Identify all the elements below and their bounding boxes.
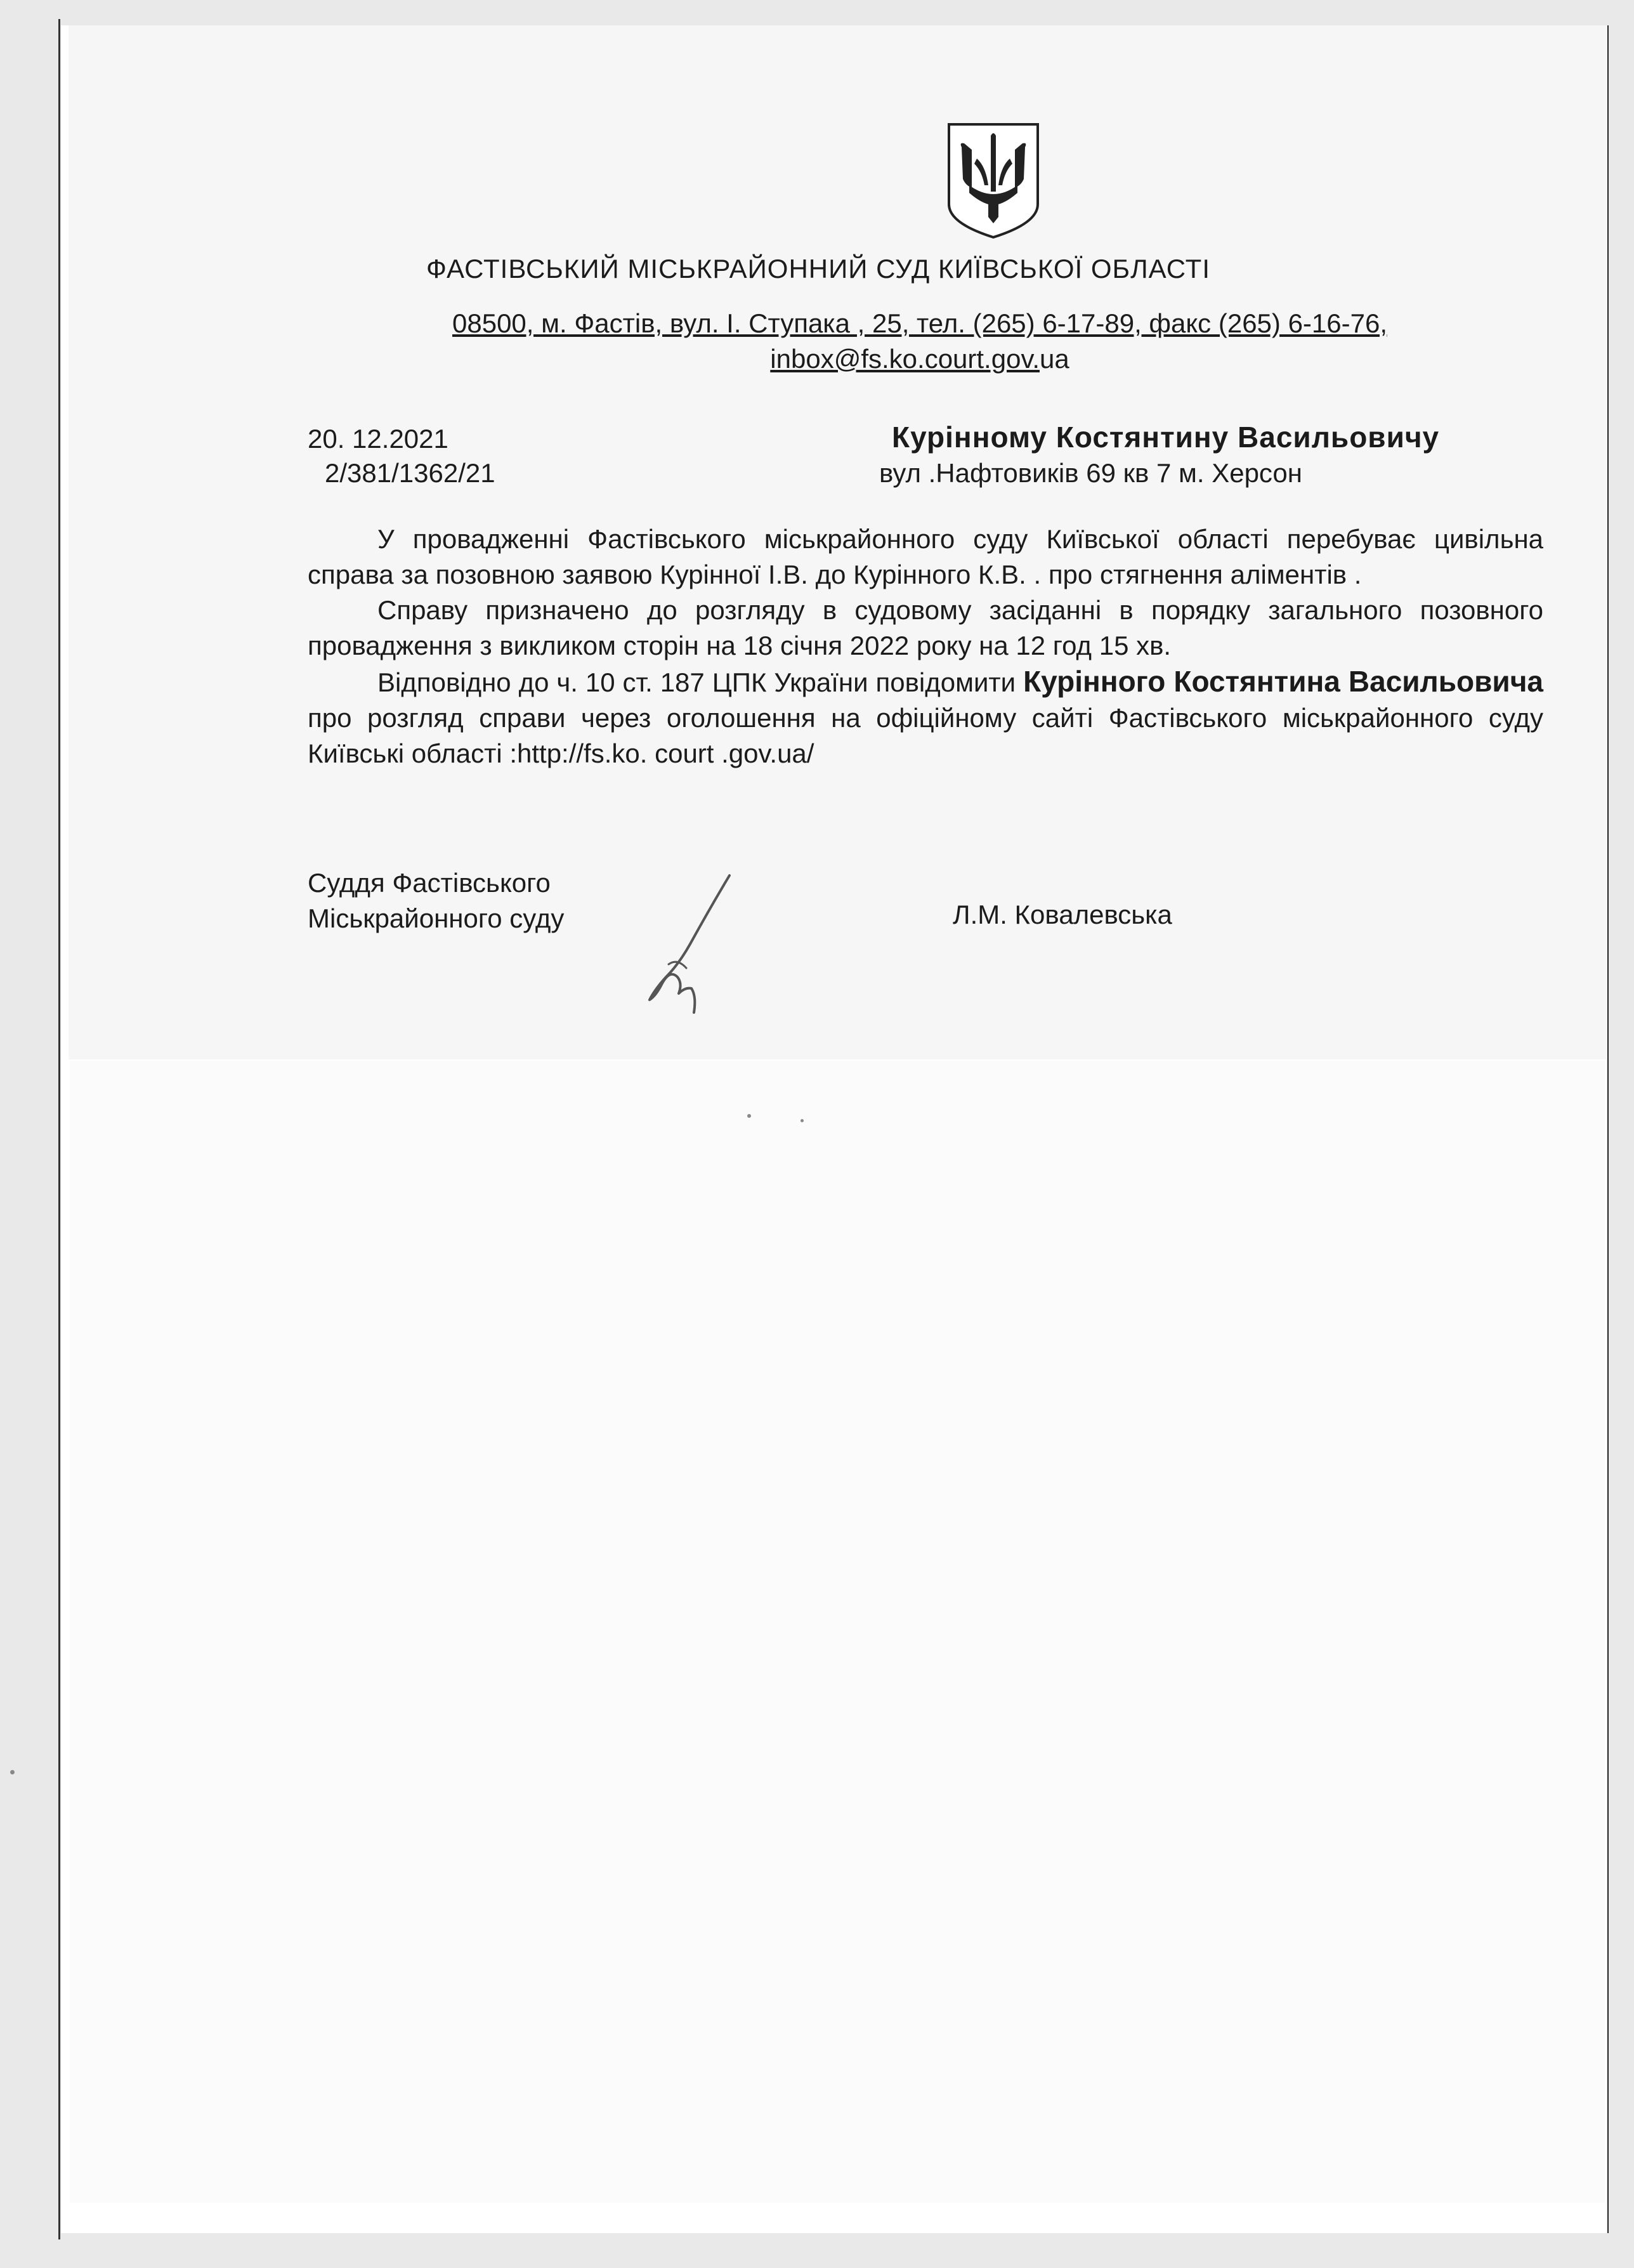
judge-name: Л.М. Ковалевська <box>953 900 1172 929</box>
judge-title-line-2: Міськрайонного суду <box>308 903 565 933</box>
handwritten-signature <box>641 869 755 1015</box>
court-email-link[interactable]: inbox@fs.ko.court.gov. <box>770 344 1040 374</box>
body-paragraph-3 <box>308 664 1543 771</box>
scan-left-edge <box>58 19 60 2239</box>
letter-date: 20. 12.2021 <box>308 424 448 454</box>
recipient-name: Курінному Костянтину Васильовичу <box>892 421 1440 454</box>
notified-person-name: Курінного Костянтина Васильовича <box>1023 665 1543 698</box>
scan-speck <box>10 1770 15 1774</box>
recipient-address: вул .Нафтовиків 69 кв 7 м. Херсон <box>879 458 1302 488</box>
letter-body <box>308 521 1543 771</box>
judge-title-line-1: Суддя Фастівського <box>308 868 551 898</box>
court-email-line <box>381 341 1459 377</box>
body-paragraph-1: У провадженні Фастівського міськрайонного суду Київської області перебуває цивільна справа за позовною заявою Курінної І.В. до Курінного К.В. . про стягнення аліментів . <box>308 524 1543 589</box>
scan-speck <box>801 1119 804 1122</box>
body-paragraph-3-end: про розгляд справи через оголошення на офіційному сайті Фастівського міськрайонного суду Київські області :http://fs.ko. court .gov.ua/ <box>308 703 1543 768</box>
body-paragraph-2: Справу призначено до розгляду в судовому засіданні в порядку загального позовного провадження з викликом сторін на 18 січня 2022 року на 12 год 15 хв. <box>308 595 1543 660</box>
court-contacts <box>381 306 1459 377</box>
scan-speck <box>747 1114 751 1118</box>
case-number: 2/381/1362/21 <box>325 458 495 488</box>
court-email-tail: ua <box>1040 344 1069 374</box>
court-name-heading: ФАСТІВСЬКИЙ МІСЬКРАЙОННИЙ СУД КИЇВСЬКОЇ ОБЛАСТІ <box>426 254 1210 284</box>
coat-of-arms-trident-icon <box>946 122 1040 240</box>
body-paragraph-3-start: Відповідно до ч. 10 ст. 187 ЦПК України повідомити <box>377 667 1024 697</box>
court-address-line: 08500, м. Фастів, вул. І. Ступака , 25, тел. (265) 6-17-89, факс (265) 6-16-76, <box>452 308 1387 338</box>
judge-title <box>308 865 564 936</box>
blank-lower-page <box>70 1061 1605 2203</box>
